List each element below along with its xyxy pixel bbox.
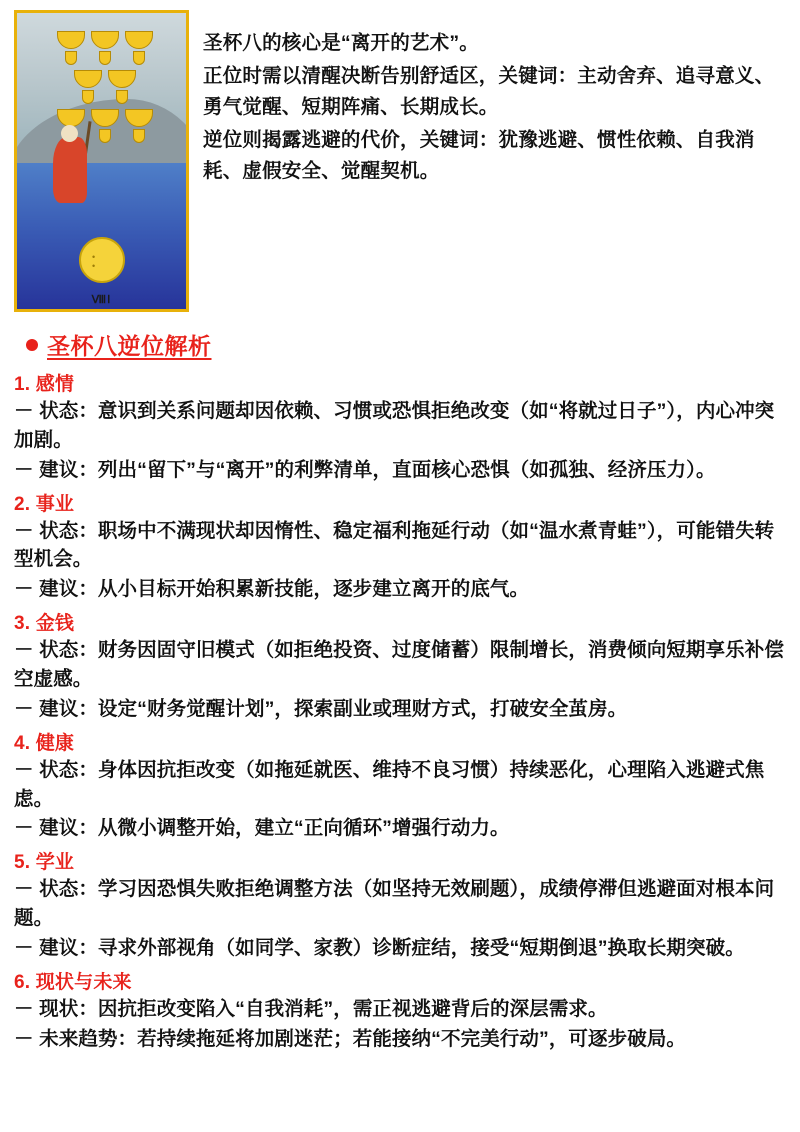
cup-row-top — [31, 31, 179, 65]
figure-cloak — [53, 137, 87, 203]
section-heading: 2. 事业 — [14, 493, 75, 515]
section-line: － 建议：列出“留下”与“离开”的利弊清单，直面核心恐惧（如孤独、经济压力）。 — [14, 458, 716, 481]
sections-body — [14, 369, 786, 1054]
card-roman-numeral: ⅧⅠ — [91, 294, 112, 306]
section-block-2 — [14, 489, 786, 605]
section-header — [26, 328, 786, 361]
cup-icon — [125, 31, 153, 65]
section-line: － 状态：意识到关系问题却因依赖、习惯或恐惧拒绝改变（如“将就过日子”），内心冲突加剧。 — [14, 400, 775, 451]
figure-head — [61, 125, 78, 142]
top-block — [14, 10, 786, 312]
section-line: － 建议：从微小调整开始，建立“正向循环”增强行动力。 — [14, 817, 510, 840]
section-line: － 状态：财务因固守旧模式（如拒绝投资、过度储蓄）限制增长，消费倾向短期享乐补偿空虚感。 — [14, 639, 784, 691]
section-line: － 建议：从小目标开始积累新技能，逐步建立离开的底气。 — [14, 578, 530, 601]
intro-paragraph-2: 正位时需以清醒决断告别舒适区，关键词：主动舍弃、追寻意义、勇气觉醒、短期阵痛、长期成长。 — [203, 64, 775, 119]
section-title: 圣杯八逆位解析 — [47, 333, 212, 359]
bullet-dot-icon — [26, 339, 38, 351]
section-line: － 建议：设定“财务觉醒计划”，探索副业或理财方式，打破安全茧房。 — [14, 697, 628, 720]
cup-icon — [108, 70, 136, 104]
tarot-card-image — [14, 10, 189, 312]
cup-icon — [57, 31, 85, 65]
cloaked-figure — [49, 125, 91, 203]
cup-icon — [91, 31, 119, 65]
section-line: － 状态：职场中不满现状却因惰性、稳定福利拖延行动（如“温水煮青蛙”），可能错失转型机会。 — [14, 519, 775, 571]
intro-paragraph-3: 逆位则揭露逃避的代价，关键词：犹豫逃避、惯性依赖、自我消耗、虚假安全、觉醒契机。 — [203, 128, 755, 183]
section-block-6 — [14, 967, 786, 1054]
section-heading: 5. 学业 — [14, 852, 75, 874]
cup-icon — [125, 109, 153, 143]
section-block-1 — [14, 369, 786, 485]
intro-paragraph-1: 圣杯八的核心是“离开的艺术”。 — [203, 32, 480, 54]
section-heading: 6. 现状与未来 — [14, 971, 132, 993]
section-block-4 — [14, 728, 786, 844]
section-line: － 状态：身体因抗拒改变（如拖延就医、维持不良习惯）持续恶化，心理陷入逃避式焦虑。 — [14, 758, 765, 810]
section-block-5 — [14, 847, 786, 963]
section-heading: 3. 金钱 — [14, 613, 75, 635]
card-water — [17, 163, 186, 309]
moon-icon — [79, 237, 125, 283]
section-heading: 4. 健康 — [14, 732, 75, 754]
section-line: － 未来趋势：若持续拖延将加剧迷茫；若能接纳“不完美行动”，可逐步破局。 — [14, 1027, 687, 1050]
section-heading: 1. 感情 — [14, 374, 75, 395]
cup-icon — [91, 109, 119, 143]
section-block-3 — [14, 608, 786, 724]
section-line: － 状态：学习因恐惧失败拒绝调整方法（如坚持无效刷题），成绩停滞但逃避面对根本问题。 — [14, 878, 775, 930]
section-line: － 现状：因抗拒改变陷入“自我消耗”，需正视逃避背后的深层需求。 — [14, 997, 608, 1020]
intro-text — [203, 10, 786, 189]
section-line: － 建议：寻求外部视角（如同学、家教）诊断症结，接受“短期倒退”换取长期突破。 — [14, 937, 745, 960]
moon-face: • • — [92, 252, 101, 271]
cup-icon — [74, 70, 102, 104]
cup-row-middle — [31, 70, 179, 104]
